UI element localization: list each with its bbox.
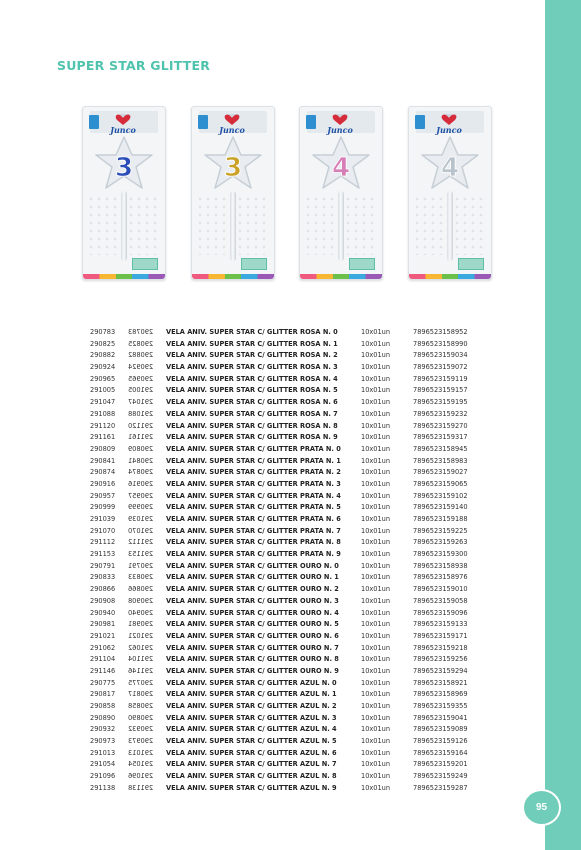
- product-code-mirrored: 291013: [128, 748, 154, 757]
- product-code-mirrored: 290916: [128, 479, 154, 488]
- candle-stick: [121, 191, 127, 261]
- product-pack: 10x01un: [361, 479, 391, 488]
- table-row: [90, 608, 468, 620]
- product-pack: 10x01un: [361, 433, 391, 442]
- table-row: [90, 327, 468, 339]
- product-code: 290916: [90, 479, 116, 488]
- product-code: 291096: [90, 772, 116, 781]
- product-ean: 7896523159317: [413, 433, 468, 442]
- product-description: VELA ANIV. SUPER STAR C/ GLITTER AZUL N. 9: [166, 783, 337, 792]
- product-description: VELA ANIV. SUPER STAR C/ GLITTER AZUL N. 2: [166, 702, 337, 710]
- product-images: [82, 106, 492, 278]
- product-code: 291120: [90, 421, 116, 430]
- product-description: VELA ANIV. SUPER STAR C/ GLITTER AZUL N. 1: [166, 690, 337, 699]
- product-code-mirrored: 291096: [128, 772, 154, 781]
- product-code: 291054: [90, 760, 116, 769]
- product-pack: 10x01un: [361, 643, 391, 652]
- product-pack: 10x01un: [361, 702, 391, 710]
- product-code: 290866: [90, 585, 116, 594]
- table-row: [90, 467, 468, 479]
- product-code-mirrored: 291039: [128, 515, 154, 523]
- product-description: VELA ANIV. SUPER STAR C/ GLITTER AZUL N. 8: [166, 772, 337, 781]
- table-row: [90, 432, 468, 444]
- logo-text: Junco: [218, 125, 245, 135]
- table-row: [90, 385, 468, 397]
- table-row: [90, 572, 468, 584]
- product-code: 290809: [90, 444, 116, 453]
- product-description: VELA ANIV. SUPER STAR C/ GLITTER PRATA N. 8: [166, 538, 341, 547]
- product-code: 291062: [90, 643, 116, 652]
- product-pack: 10x01un: [361, 772, 391, 781]
- product-code-mirrored: 290957: [128, 491, 154, 500]
- candle-digit: 3: [114, 153, 134, 183]
- product-code: 290825: [90, 339, 116, 348]
- product-ean: 7896523158990: [413, 339, 468, 348]
- product-description: VELA ANIV. SUPER STAR C/ GLITTER AZUL N. 3: [166, 713, 337, 722]
- table-row: [90, 584, 468, 596]
- product-code-mirrored: 290858: [128, 702, 154, 710]
- product-code: 290940: [90, 608, 116, 617]
- product-description: VELA ANIV. SUPER STAR C/ GLITTER PRATA N. 2: [166, 468, 341, 477]
- table-row: [90, 350, 468, 362]
- table-row: [90, 736, 468, 748]
- product-ean: 7896523159140: [413, 503, 468, 512]
- product-pack: 10x01un: [361, 550, 391, 559]
- card-footer: [304, 257, 378, 271]
- product-code-mirrored: 291088: [128, 409, 154, 418]
- product-description: VELA ANIV. SUPER STAR C/ GLITTER OURO N. 1: [166, 573, 339, 582]
- product-pack: 10x01un: [361, 339, 391, 348]
- product-card: [299, 106, 383, 280]
- product-pack: 10x01un: [361, 374, 391, 383]
- product-description: VELA ANIV. SUPER STAR C/ GLITTER OURO N. 6: [166, 631, 339, 640]
- table-row: [90, 701, 468, 713]
- product-description: VELA ANIV. SUPER STAR C/ GLITTER ROSA N. 3: [166, 363, 338, 372]
- product-pack: 10x01un: [361, 737, 391, 746]
- product-code: 290999: [90, 503, 116, 512]
- product-code: 291104: [90, 655, 116, 664]
- product-ean: 7896523158983: [413, 456, 468, 465]
- product-description: VELA ANIV. SUPER STAR C/ GLITTER PRATA N. 9: [166, 550, 341, 559]
- product-code-mirrored: 290940: [128, 608, 154, 617]
- product-pack: 10x01un: [361, 666, 391, 675]
- product-ean: 7896523159126: [413, 737, 468, 746]
- product-ean: 7896523159171: [413, 631, 468, 640]
- product-code-mirrored: 291054: [128, 760, 154, 769]
- product-code-mirrored: 291112: [128, 538, 154, 547]
- product-ean: 7896523159010: [413, 585, 468, 594]
- product-code-mirrored: 291104: [128, 655, 154, 664]
- product-table: [90, 327, 468, 795]
- product-code: 290833: [90, 573, 116, 582]
- table-row: [90, 421, 468, 433]
- product-ean: 7896523159263: [413, 538, 468, 547]
- logo-text: Junco: [110, 125, 136, 135]
- product-pack: 10x01un: [361, 561, 391, 570]
- product-code-mirrored: 291005: [128, 386, 154, 395]
- product-code: 291047: [90, 398, 116, 407]
- product-pack: 10x01un: [361, 725, 391, 734]
- brand-badge-icon: [415, 115, 425, 129]
- product-description: VELA ANIV. SUPER STAR C/ GLITTER OURO N. 0: [166, 561, 339, 570]
- candle-digit: 3: [223, 153, 242, 183]
- table-row: [90, 643, 468, 655]
- product-pack: 10x01un: [361, 585, 391, 594]
- product-ean: 7896523159249: [413, 772, 468, 781]
- product-description: VELA ANIV. SUPER STAR C/ GLITTER ROSA N. 9: [166, 433, 338, 442]
- table-row: [90, 783, 468, 795]
- table-row: [90, 456, 468, 468]
- product-description: VELA ANIV. SUPER STAR C/ GLITTER ROSA N. 4: [166, 374, 338, 383]
- product-description: VELA ANIV. SUPER STAR C/ GLITTER ROSA N. 0: [166, 328, 338, 336]
- product-card: [82, 106, 166, 280]
- product-code: 291146: [90, 666, 116, 675]
- card-label-box: [241, 258, 267, 270]
- product-pack: 10x01un: [361, 620, 391, 629]
- candle-stick: [230, 191, 236, 261]
- product-code-mirrored: 291153: [128, 550, 154, 559]
- junco-logo: [214, 109, 250, 135]
- product-description: VELA ANIV. SUPER STAR C/ GLITTER OURO N. 4: [166, 608, 339, 617]
- product-description: VELA ANIV. SUPER STAR C/ GLITTER PRATA N. 3: [166, 479, 341, 488]
- product-description: VELA ANIV. SUPER STAR C/ GLITTER PRATA N. 5: [166, 503, 341, 512]
- page-number-badge: 95: [522, 789, 561, 826]
- candle-digit: 4: [440, 153, 460, 183]
- table-row: [90, 409, 468, 421]
- product-code-mirrored: 290866: [128, 585, 154, 594]
- product-pack: 10x01un: [361, 783, 391, 792]
- product-code-mirrored: 291021: [128, 631, 154, 640]
- product-ean: 7896523159195: [413, 398, 468, 407]
- product-ean: 7896523159065: [413, 479, 468, 488]
- product-code: 291039: [90, 515, 116, 523]
- product-description: VELA ANIV. SUPER STAR C/ GLITTER PRATA N. 0: [166, 444, 341, 453]
- product-description: VELA ANIV. SUPER STAR C/ GLITTER PRATA N. 7: [166, 526, 341, 535]
- product-pack: 10x01un: [361, 351, 391, 360]
- table-row: [90, 444, 468, 456]
- product-pack: 10x01un: [361, 596, 391, 605]
- table-row: [90, 374, 468, 386]
- product-code: 290973: [90, 737, 116, 746]
- product-code: 291013: [90, 748, 116, 757]
- product-code-mirrored: 290981: [128, 620, 154, 629]
- product-ean: 7896523158938: [413, 561, 468, 570]
- table-row: [90, 713, 468, 725]
- junco-logo: [322, 109, 358, 135]
- product-code-mirrored: 291070: [128, 526, 154, 535]
- product-description: VELA ANIV. SUPER STAR C/ GLITTER AZUL N. 4: [166, 725, 337, 734]
- product-description: VELA ANIV. SUPER STAR C/ GLITTER AZUL N. 5: [166, 737, 337, 746]
- card-label-box: [132, 258, 158, 270]
- product-description: VELA ANIV. SUPER STAR C/ GLITTER PRATA N. 4: [166, 491, 341, 500]
- star-candle-icon: [308, 133, 374, 195]
- product-card: [191, 106, 275, 280]
- product-ean: 7896523159027: [413, 468, 468, 477]
- table-row: [90, 654, 468, 666]
- product-code: 290841: [90, 456, 116, 465]
- rainbow-strip: [300, 274, 382, 279]
- product-pack: 10x01un: [361, 468, 391, 477]
- product-ean: 7896523159089: [413, 725, 468, 734]
- card-footer: [413, 257, 487, 271]
- rainbow-strip: [192, 274, 274, 279]
- table-row: [90, 771, 468, 783]
- product-pack: 10x01un: [361, 409, 391, 418]
- product-ean: 7896523158976: [413, 573, 468, 582]
- product-code: 291005: [90, 386, 116, 395]
- product-code-mirrored: 290817: [128, 690, 154, 699]
- product-code-mirrored: 291047: [128, 398, 154, 407]
- product-code: 290858: [90, 702, 116, 710]
- product-code: 290957: [90, 491, 116, 500]
- table-row: [90, 479, 468, 491]
- product-code-mirrored: 290775: [128, 678, 154, 687]
- product-code-mirrored: 290809: [128, 444, 154, 453]
- product-code-mirrored: 290932: [128, 725, 154, 734]
- product-description: VELA ANIV. SUPER STAR C/ GLITTER AZUL N. 0: [166, 678, 337, 687]
- product-description: VELA ANIV. SUPER STAR C/ GLITTER ROSA N. 5: [166, 386, 338, 395]
- product-code-mirrored: 290999: [128, 503, 154, 512]
- product-pack: 10x01un: [361, 444, 391, 453]
- product-code: 290775: [90, 678, 116, 687]
- product-card: [408, 106, 492, 280]
- product-pack: 10x01un: [361, 421, 391, 430]
- product-code-mirrored: 290973: [128, 737, 154, 746]
- table-row: [90, 491, 468, 503]
- table-row: [90, 561, 468, 573]
- product-ean: 7896523159041: [413, 713, 468, 722]
- product-description: VELA ANIV. SUPER STAR C/ GLITTER ROSA N. 7: [166, 409, 338, 418]
- product-description: VELA ANIV. SUPER STAR C/ GLITTER OURO N. 5: [166, 620, 339, 629]
- table-row: [90, 631, 468, 643]
- product-description: VELA ANIV. SUPER STAR C/ GLITTER ROSA N. 8: [166, 421, 338, 430]
- product-code: 291153: [90, 550, 116, 559]
- star-candle-icon: [417, 133, 483, 195]
- product-code: 290882: [90, 351, 116, 360]
- product-ean: 7896523159218: [413, 643, 468, 652]
- product-ean: 7896523159300: [413, 550, 468, 559]
- table-row: [90, 502, 468, 514]
- table-row: [90, 537, 468, 549]
- product-code-mirrored: 290825: [128, 339, 154, 348]
- product-code-mirrored: 290908: [128, 596, 154, 605]
- product-ean: 7896523159225: [413, 526, 468, 535]
- product-code: 290890: [90, 713, 116, 722]
- product-code-mirrored: 290924: [128, 363, 154, 372]
- table-row: [90, 362, 468, 374]
- table-row: [90, 397, 468, 409]
- product-code-mirrored: 291146: [128, 666, 154, 675]
- product-pack: 10x01un: [361, 655, 391, 664]
- product-ean: 7896523159133: [413, 620, 468, 629]
- product-ean: 7896523159294: [413, 666, 468, 675]
- product-code: 291161: [90, 433, 116, 442]
- junco-logo: [431, 109, 467, 135]
- card-footer: [196, 257, 270, 271]
- product-ean: 7896523159287: [413, 783, 468, 792]
- product-pack: 10x01un: [361, 678, 391, 687]
- product-pack: 10x01un: [361, 328, 391, 336]
- product-ean: 7896523159102: [413, 491, 468, 500]
- product-ean: 7896523159201: [413, 760, 468, 769]
- product-description: VELA ANIV. SUPER STAR C/ GLITTER OURO N. 8: [166, 655, 339, 664]
- product-pack: 10x01un: [361, 491, 391, 500]
- product-pack: 10x01un: [361, 386, 391, 395]
- product-ean: 7896523159157: [413, 386, 468, 395]
- product-ean: 7896523159096: [413, 608, 468, 617]
- product-pack: 10x01un: [361, 748, 391, 757]
- candle-stick: [447, 191, 453, 261]
- product-code-mirrored: 290791: [128, 561, 154, 570]
- product-pack: 10x01un: [361, 503, 391, 512]
- product-ean: 7896523158945: [413, 444, 468, 453]
- card-label-box: [349, 258, 375, 270]
- product-code-mirrored: 290965: [128, 374, 154, 383]
- product-pack: 10x01un: [361, 363, 391, 372]
- product-description: VELA ANIV. SUPER STAR C/ GLITTER PRATA N. 1: [166, 456, 341, 465]
- product-pack: 10x01un: [361, 690, 391, 699]
- product-ean: 7896523158921: [413, 678, 468, 687]
- product-pack: 10x01un: [361, 713, 391, 722]
- product-code: 290965: [90, 374, 116, 383]
- product-pack: 10x01un: [361, 760, 391, 769]
- product-code: 290932: [90, 725, 116, 734]
- product-ean: 7896523159232: [413, 409, 468, 418]
- product-code-mirrored: 291062: [128, 643, 154, 652]
- product-code-mirrored: 290882: [128, 351, 154, 360]
- brand-badge-icon: [306, 115, 316, 129]
- product-code-mirrored: 290841: [128, 456, 154, 465]
- side-color-band: [545, 0, 581, 850]
- table-row: [90, 596, 468, 608]
- product-code: 290791: [90, 561, 116, 570]
- star-candle-icon: [91, 133, 157, 195]
- table-row: [90, 666, 468, 678]
- product-pack: 10x01un: [361, 631, 391, 640]
- product-code: 290874: [90, 468, 116, 477]
- product-ean: 7896523158969: [413, 690, 468, 699]
- product-code: 290783: [90, 328, 116, 336]
- product-description: VELA ANIV. SUPER STAR C/ GLITTER AZUL N. 7: [166, 760, 337, 769]
- brand-badge-icon: [89, 115, 99, 129]
- product-ean: 7896523159355: [413, 702, 468, 710]
- rainbow-strip: [409, 274, 491, 279]
- product-ean: 7896523159188: [413, 515, 468, 523]
- product-code: 290981: [90, 620, 116, 629]
- product-code: 291070: [90, 526, 116, 535]
- rainbow-strip: [83, 274, 165, 279]
- product-pack: 10x01un: [361, 608, 391, 617]
- product-code-mirrored: 290833: [128, 573, 154, 582]
- product-code-mirrored: 290890: [128, 713, 154, 722]
- table-row: [90, 759, 468, 771]
- product-code: 290924: [90, 363, 116, 372]
- product-pack: 10x01un: [361, 538, 391, 547]
- product-ean: 7896523158952: [413, 328, 468, 336]
- product-pack: 10x01un: [361, 515, 391, 523]
- table-row: [90, 748, 468, 760]
- product-code: 290817: [90, 690, 116, 699]
- card-label-box: [458, 258, 484, 270]
- product-description: VELA ANIV. SUPER STAR C/ GLITTER ROSA N. 6: [166, 398, 338, 407]
- product-code-mirrored: 291138: [128, 783, 154, 792]
- table-row: [90, 526, 468, 538]
- product-pack: 10x01un: [361, 398, 391, 407]
- product-code-mirrored: 290874: [128, 468, 154, 477]
- brand-badge-icon: [198, 115, 208, 129]
- product-ean: 7896523159119: [413, 374, 468, 383]
- product-ean: 7896523159072: [413, 363, 468, 372]
- product-code-mirrored: 290783: [128, 328, 154, 336]
- product-ean: 7896523159270: [413, 421, 468, 430]
- table-row: [90, 678, 468, 690]
- logo-text: Junco: [436, 125, 462, 135]
- product-code: 290908: [90, 596, 116, 605]
- star-candle-icon: [200, 133, 266, 195]
- product-description: VELA ANIV. SUPER STAR C/ GLITTER OURO N. 3: [166, 596, 339, 605]
- product-ean: 7896523159058: [413, 596, 468, 605]
- product-pack: 10x01un: [361, 526, 391, 535]
- product-code: 291112: [90, 538, 116, 547]
- product-description: VELA ANIV. SUPER STAR C/ GLITTER OURO N. 2: [166, 585, 339, 594]
- product-ean: 7896523159256: [413, 655, 468, 664]
- product-description: VELA ANIV. SUPER STAR C/ GLITTER PRATA N. 6: [166, 515, 341, 523]
- table-row: [90, 689, 468, 701]
- table-row: [90, 724, 468, 736]
- product-code: 291021: [90, 631, 116, 640]
- logo-text: Junco: [327, 125, 354, 135]
- product-description: VELA ANIV. SUPER STAR C/ GLITTER AZUL N. 6: [166, 748, 337, 757]
- candle-digit: 4: [332, 153, 351, 183]
- junco-logo: [105, 109, 141, 135]
- product-description: VELA ANIV. SUPER STAR C/ GLITTER ROSA N. 2: [166, 351, 338, 360]
- product-code-mirrored: 291161: [128, 433, 154, 442]
- product-code: 291138: [90, 783, 116, 792]
- card-footer: [87, 257, 161, 271]
- table-row: [90, 514, 468, 526]
- candle-stick: [338, 191, 344, 261]
- table-row: [90, 549, 468, 561]
- table-row: [90, 619, 468, 631]
- page-title: SUPER STAR GLITTER: [57, 58, 211, 73]
- product-code: 291088: [90, 409, 116, 418]
- product-description: VELA ANIV. SUPER STAR C/ GLITTER ROSA N. 1: [166, 339, 338, 348]
- product-ean: 7896523159164: [413, 748, 468, 757]
- product-description: VELA ANIV. SUPER STAR C/ GLITTER OURO N. 9: [166, 666, 339, 675]
- product-pack: 10x01un: [361, 573, 391, 582]
- table-row: [90, 339, 468, 351]
- product-pack: 10x01un: [361, 456, 391, 465]
- product-description: VELA ANIV. SUPER STAR C/ GLITTER OURO N. 7: [166, 643, 339, 652]
- product-ean: 7896523159034: [413, 351, 468, 360]
- product-code-mirrored: 291120: [128, 421, 154, 430]
